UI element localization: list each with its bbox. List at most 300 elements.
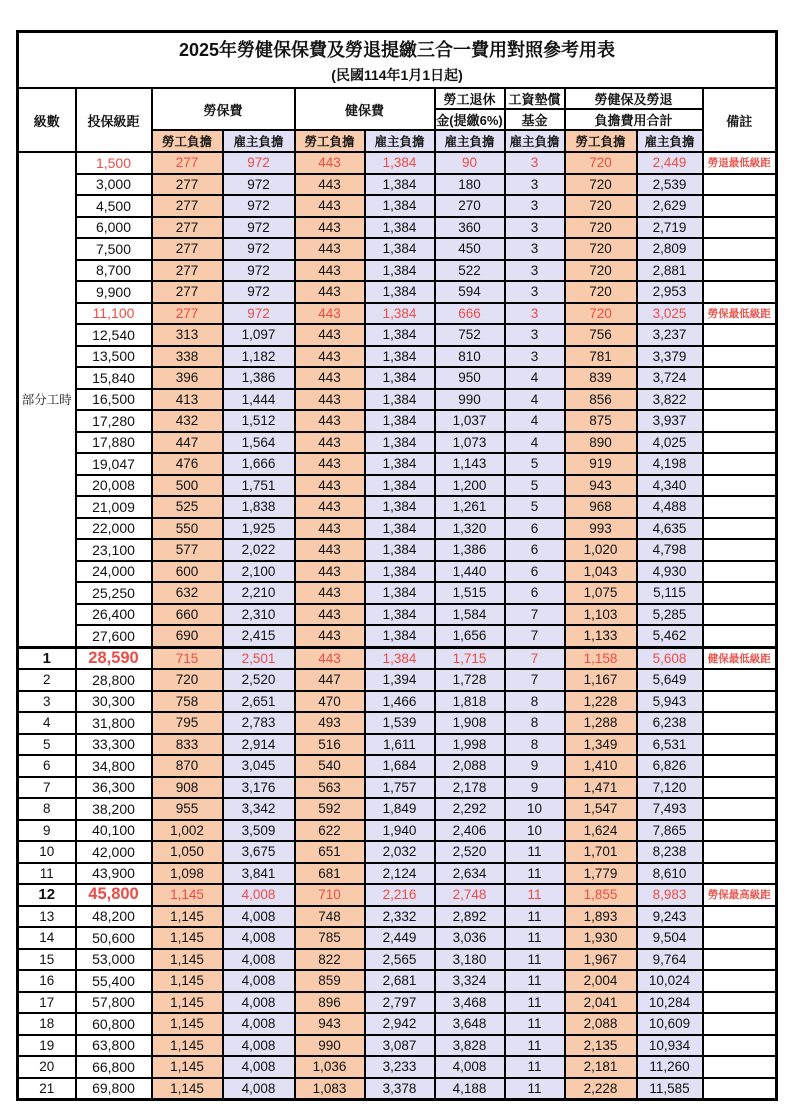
total-employer-cell: 4,635 (637, 518, 703, 540)
health-insurance-employer-cell: 1,849 (365, 798, 435, 820)
table-row (18, 1056, 777, 1078)
labor-insurance-employer-cell: 972 (223, 303, 295, 325)
bracket-cell: 69,800 (76, 1078, 152, 1100)
bracket-cell: 8,700 (76, 260, 152, 282)
total-employee-cell: 839 (565, 367, 637, 389)
pension-employer-cell: 2,892 (435, 906, 505, 928)
labor-insurance-employee-cell: 660 (152, 604, 223, 626)
pension-employer-cell: 2,406 (435, 820, 505, 842)
table-row (18, 949, 777, 971)
bracket-cell: 3,000 (76, 174, 152, 196)
labor-insurance-employee-cell: 758 (152, 691, 223, 713)
labor-insurance-employer-cell: 4,008 (223, 1013, 295, 1035)
bracket-cell: 43,900 (76, 863, 152, 885)
pension-employer-cell: 1,998 (435, 734, 505, 756)
bracket-cell: 25,250 (76, 582, 152, 604)
labor-insurance-employee-cell: 277 (152, 174, 223, 196)
total-employer-cell: 9,764 (637, 949, 703, 971)
table-row (18, 195, 777, 217)
health-insurance-employee-cell: 443 (295, 260, 365, 282)
note-cell (703, 324, 777, 346)
bracket-cell: 12,540 (76, 324, 152, 346)
table-row (18, 604, 777, 626)
total-employee-cell: 2,041 (565, 992, 637, 1014)
level-cell: 6 (18, 755, 76, 777)
table-row (18, 777, 777, 799)
col-header-wage-fund-employer: 雇主負擔 (505, 130, 565, 152)
health-insurance-employee-cell: 493 (295, 712, 365, 734)
labor-insurance-employee-cell: 690 (152, 625, 223, 647)
bracket-cell: 23,100 (76, 539, 152, 561)
bracket-cell: 16,500 (76, 389, 152, 411)
bracket-cell: 1,500 (76, 152, 152, 174)
total-employer-cell: 10,284 (637, 992, 703, 1014)
level-cell: 11 (18, 863, 76, 885)
total-employee-cell: 720 (565, 152, 637, 174)
health-insurance-employee-cell: 1,036 (295, 1056, 365, 1078)
note-cell (703, 949, 777, 971)
level-cell: 16 (18, 970, 76, 992)
wage-fund-employer-cell: 5 (505, 496, 565, 518)
pension-employer-cell: 1,908 (435, 712, 505, 734)
total-employer-cell: 3,937 (637, 410, 703, 432)
labor-insurance-employer-cell: 1,751 (223, 475, 295, 497)
health-insurance-employer-cell: 1,384 (365, 604, 435, 626)
pension-employer-cell: 180 (435, 174, 505, 196)
total-employee-cell: 890 (565, 432, 637, 454)
wage-fund-employer-cell: 6 (505, 518, 565, 540)
wage-fund-employer-cell: 3 (505, 324, 565, 346)
col-header-wage-fund-line2: 基金 (505, 109, 565, 130)
total-employer-cell: 3,025 (637, 303, 703, 325)
total-employer-cell: 6,826 (637, 755, 703, 777)
total-employee-cell: 1,893 (565, 906, 637, 928)
wage-fund-employer-cell: 4 (505, 389, 565, 411)
note-cell (703, 410, 777, 432)
note-cell (703, 863, 777, 885)
wage-fund-employer-cell: 11 (505, 1078, 565, 1100)
wage-fund-employer-cell: 11 (505, 949, 565, 971)
total-employee-cell: 2,181 (565, 1056, 637, 1078)
note-cell: 勞保最低級距 (703, 303, 777, 325)
wage-fund-employer-cell: 6 (505, 561, 565, 583)
level-cell: 2 (18, 669, 76, 691)
health-insurance-employer-cell: 2,332 (365, 906, 435, 928)
labor-insurance-employee-cell: 1,145 (152, 1035, 223, 1057)
labor-insurance-employee-cell: 1,145 (152, 927, 223, 949)
health-insurance-employee-cell: 516 (295, 734, 365, 756)
labor-insurance-employer-cell: 1,444 (223, 389, 295, 411)
labor-insurance-employee-cell: 600 (152, 561, 223, 583)
labor-insurance-employee-cell: 908 (152, 777, 223, 799)
labor-insurance-employee-cell: 870 (152, 755, 223, 777)
labor-insurance-employee-cell: 1,145 (152, 906, 223, 928)
labor-insurance-employer-cell: 2,520 (223, 669, 295, 691)
health-insurance-employer-cell: 1,384 (365, 410, 435, 432)
labor-insurance-employer-cell: 4,008 (223, 970, 295, 992)
wage-fund-employer-cell: 10 (505, 798, 565, 820)
wage-fund-employer-cell: 11 (505, 863, 565, 885)
wage-fund-employer-cell: 4 (505, 432, 565, 454)
pension-employer-cell: 3,180 (435, 949, 505, 971)
labor-insurance-employer-cell: 972 (223, 152, 295, 174)
pension-employer-cell: 522 (435, 260, 505, 282)
note-cell (703, 238, 777, 260)
table-row (18, 475, 777, 497)
health-insurance-employer-cell: 1,757 (365, 777, 435, 799)
note-cell (703, 561, 777, 583)
wage-fund-employer-cell: 10 (505, 820, 565, 842)
level-cell: 7 (18, 777, 76, 799)
total-employee-cell: 720 (565, 174, 637, 196)
level-cell: 18 (18, 1013, 76, 1035)
labor-insurance-employer-cell: 4,008 (223, 992, 295, 1014)
labor-insurance-employer-cell: 3,342 (223, 798, 295, 820)
wage-fund-employer-cell: 11 (505, 927, 565, 949)
total-employee-cell: 720 (565, 195, 637, 217)
labor-insurance-employee-cell: 277 (152, 195, 223, 217)
health-insurance-employee-cell: 785 (295, 927, 365, 949)
health-insurance-employer-cell: 1,384 (365, 389, 435, 411)
health-insurance-employer-cell: 1,384 (365, 582, 435, 604)
note-cell (703, 669, 777, 691)
bracket-cell: 48,200 (76, 906, 152, 928)
total-employer-cell: 2,809 (637, 238, 703, 260)
pension-employer-cell: 3,324 (435, 970, 505, 992)
bracket-cell: 28,800 (76, 669, 152, 691)
note-cell (703, 539, 777, 561)
level-cell: 17 (18, 992, 76, 1014)
labor-insurance-employer-cell: 3,841 (223, 863, 295, 885)
total-employer-cell: 4,025 (637, 432, 703, 454)
table-row (18, 346, 777, 368)
bracket-cell: 36,300 (76, 777, 152, 799)
note-cell (703, 582, 777, 604)
table-row (18, 927, 777, 949)
total-employee-cell: 1,547 (565, 798, 637, 820)
labor-insurance-employer-cell: 2,783 (223, 712, 295, 734)
note-cell (703, 1013, 777, 1035)
table-row (18, 970, 777, 992)
pension-employer-cell: 450 (435, 238, 505, 260)
note-cell (703, 432, 777, 454)
pension-employer-cell: 360 (435, 217, 505, 239)
table-row (18, 217, 777, 239)
header-row-1 (18, 88, 777, 109)
labor-insurance-employer-cell: 972 (223, 195, 295, 217)
pension-employer-cell: 950 (435, 367, 505, 389)
bracket-cell: 63,800 (76, 1035, 152, 1057)
level-cell: 4 (18, 712, 76, 734)
pension-employer-cell: 1,818 (435, 691, 505, 713)
pension-employer-cell: 4,008 (435, 1056, 505, 1078)
labor-insurance-employer-cell: 4,008 (223, 1035, 295, 1057)
total-employer-cell: 10,024 (637, 970, 703, 992)
bracket-cell: 17,280 (76, 410, 152, 432)
total-employer-cell: 2,539 (637, 174, 703, 196)
total-employer-cell: 7,493 (637, 798, 703, 820)
total-employer-cell: 8,983 (637, 884, 703, 906)
health-insurance-employee-cell: 470 (295, 691, 365, 713)
total-employee-cell: 1,410 (565, 755, 637, 777)
labor-insurance-employer-cell: 3,675 (223, 841, 295, 863)
note-cell: 健保最低級距 (703, 647, 777, 669)
table-row (18, 260, 777, 282)
total-employee-cell: 1,701 (565, 841, 637, 863)
total-employee-cell: 2,088 (565, 1013, 637, 1035)
table-row (18, 625, 777, 647)
note-cell (703, 389, 777, 411)
note-cell (703, 281, 777, 303)
table-row (18, 906, 777, 928)
labor-insurance-employee-cell: 432 (152, 410, 223, 432)
total-employer-cell: 8,238 (637, 841, 703, 863)
health-insurance-employee-cell: 540 (295, 755, 365, 777)
pension-employer-cell: 666 (435, 303, 505, 325)
health-insurance-employee-cell: 443 (295, 625, 365, 647)
table-row (18, 1035, 777, 1057)
bracket-cell: 9,900 (76, 281, 152, 303)
total-employee-cell: 756 (565, 324, 637, 346)
wage-fund-employer-cell: 6 (505, 539, 565, 561)
labor-insurance-employee-cell: 632 (152, 582, 223, 604)
wage-fund-employer-cell: 11 (505, 906, 565, 928)
note-cell (703, 625, 777, 647)
wage-fund-employer-cell: 3 (505, 281, 565, 303)
col-header-total-employer: 雇主負擔 (637, 130, 703, 152)
level-cell: 14 (18, 927, 76, 949)
note-cell (703, 820, 777, 842)
bracket-cell: 20,008 (76, 475, 152, 497)
labor-insurance-employer-cell: 4,008 (223, 1056, 295, 1078)
total-employer-cell: 6,531 (637, 734, 703, 756)
bracket-cell: 21,009 (76, 496, 152, 518)
note-cell (703, 453, 777, 475)
bracket-cell: 28,590 (76, 647, 152, 669)
note-cell (703, 1078, 777, 1100)
pension-employer-cell: 1,715 (435, 647, 505, 669)
health-insurance-employee-cell: 710 (295, 884, 365, 906)
table-row (18, 367, 777, 389)
level-cell: 8 (18, 798, 76, 820)
bracket-cell: 50,600 (76, 927, 152, 949)
note-cell (703, 712, 777, 734)
labor-insurance-employer-cell: 2,651 (223, 691, 295, 713)
pension-employer-cell: 2,634 (435, 863, 505, 885)
health-insurance-employer-cell: 1,611 (365, 734, 435, 756)
total-employer-cell: 2,881 (637, 260, 703, 282)
page-title: 2025年勞健保保費及勞退提繳三合一費用對照參考用表 (179, 40, 616, 60)
health-insurance-employer-cell: 1,384 (365, 324, 435, 346)
note-cell (703, 260, 777, 282)
bracket-cell: 6,000 (76, 217, 152, 239)
wage-fund-employer-cell: 3 (505, 217, 565, 239)
health-insurance-employee-cell: 443 (295, 647, 365, 669)
labor-insurance-employer-cell: 2,210 (223, 582, 295, 604)
labor-insurance-employee-cell: 413 (152, 389, 223, 411)
labor-insurance-employer-cell: 1,666 (223, 453, 295, 475)
bracket-cell: 4,500 (76, 195, 152, 217)
health-insurance-employee-cell: 943 (295, 1013, 365, 1035)
health-insurance-employee-cell: 1,083 (295, 1078, 365, 1100)
wage-fund-employer-cell: 3 (505, 238, 565, 260)
title-block (18, 32, 777, 89)
health-insurance-employer-cell: 1,384 (365, 281, 435, 303)
wage-fund-employer-cell: 7 (505, 669, 565, 691)
health-insurance-employer-cell: 1,384 (365, 303, 435, 325)
labor-insurance-employer-cell: 4,008 (223, 884, 295, 906)
bracket-cell: 27,600 (76, 625, 152, 647)
bracket-cell: 19,047 (76, 453, 152, 475)
labor-insurance-employee-cell: 1,050 (152, 841, 223, 863)
pension-employer-cell: 1,728 (435, 669, 505, 691)
total-employee-cell: 1,158 (565, 647, 637, 669)
health-insurance-employer-cell: 1,384 (365, 174, 435, 196)
level-cell: 3 (18, 691, 76, 713)
wage-fund-employer-cell: 7 (505, 625, 565, 647)
health-insurance-employee-cell: 443 (295, 152, 365, 174)
health-insurance-employee-cell: 443 (295, 238, 365, 260)
labor-insurance-employer-cell: 2,100 (223, 561, 295, 583)
health-insurance-employer-cell: 1,384 (365, 518, 435, 540)
health-insurance-employee-cell: 443 (295, 604, 365, 626)
total-employer-cell: 4,930 (637, 561, 703, 583)
wage-fund-employer-cell: 11 (505, 884, 565, 906)
labor-insurance-employee-cell: 447 (152, 432, 223, 454)
total-employer-cell: 2,449 (637, 152, 703, 174)
pension-employer-cell: 3,468 (435, 992, 505, 1014)
total-employer-cell: 9,504 (637, 927, 703, 949)
total-employee-cell: 875 (565, 410, 637, 432)
total-employer-cell: 6,238 (637, 712, 703, 734)
note-cell (703, 970, 777, 992)
wage-fund-employer-cell: 5 (505, 475, 565, 497)
total-employee-cell: 720 (565, 217, 637, 239)
bracket-cell: 22,000 (76, 518, 152, 540)
total-employer-cell: 9,243 (637, 906, 703, 928)
level-cell: 5 (18, 734, 76, 756)
note-cell (703, 992, 777, 1014)
wage-fund-employer-cell: 8 (505, 734, 565, 756)
health-insurance-employee-cell: 859 (295, 970, 365, 992)
total-employee-cell: 919 (565, 453, 637, 475)
health-insurance-employee-cell: 443 (295, 367, 365, 389)
col-header-pension-employer: 雇主負擔 (435, 130, 505, 152)
table-row (18, 863, 777, 885)
total-employee-cell: 2,228 (565, 1078, 637, 1100)
labor-insurance-employer-cell: 972 (223, 217, 295, 239)
wage-fund-employer-cell: 6 (505, 582, 565, 604)
health-insurance-employer-cell: 1,466 (365, 691, 435, 713)
wage-fund-employer-cell: 4 (505, 367, 565, 389)
labor-insurance-employer-cell: 972 (223, 238, 295, 260)
labor-insurance-employee-cell: 1,145 (152, 949, 223, 971)
total-employer-cell: 5,608 (637, 647, 703, 669)
pension-employer-cell: 90 (435, 152, 505, 174)
pension-employer-cell: 3,648 (435, 1013, 505, 1035)
col-header-bracket: 投保級距 (76, 88, 152, 152)
level-cell: 21 (18, 1078, 76, 1100)
health-insurance-employer-cell: 1,384 (365, 152, 435, 174)
wage-fund-employer-cell: 3 (505, 195, 565, 217)
total-employer-cell: 11,585 (637, 1078, 703, 1100)
labor-insurance-employee-cell: 338 (152, 346, 223, 368)
table-row (18, 389, 777, 411)
col-header-hi-employer: 雇主負擔 (365, 130, 435, 152)
wage-fund-employer-cell: 11 (505, 841, 565, 863)
total-employer-cell: 3,237 (637, 324, 703, 346)
health-insurance-employer-cell: 1,384 (365, 475, 435, 497)
pension-employer-cell: 1,656 (435, 625, 505, 647)
bracket-cell: 40,100 (76, 820, 152, 842)
health-insurance-employee-cell: 443 (295, 432, 365, 454)
table-row (18, 561, 777, 583)
wage-fund-employer-cell: 9 (505, 755, 565, 777)
table-row (18, 238, 777, 260)
total-employee-cell: 1,855 (565, 884, 637, 906)
note-cell (703, 346, 777, 368)
labor-insurance-employer-cell: 2,415 (223, 625, 295, 647)
health-insurance-employer-cell: 1,384 (365, 647, 435, 669)
table-row (18, 798, 777, 820)
table-row (18, 734, 777, 756)
health-insurance-employee-cell: 443 (295, 475, 365, 497)
health-insurance-employer-cell: 1,384 (365, 195, 435, 217)
labor-insurance-employer-cell: 1,512 (223, 410, 295, 432)
table-row (18, 647, 777, 669)
table-row (18, 453, 777, 475)
total-employee-cell: 1,167 (565, 669, 637, 691)
health-insurance-employee-cell: 748 (295, 906, 365, 928)
labor-insurance-employer-cell: 4,008 (223, 906, 295, 928)
table-row (18, 582, 777, 604)
note-cell (703, 518, 777, 540)
health-insurance-employer-cell: 1,940 (365, 820, 435, 842)
wage-fund-employer-cell: 4 (505, 410, 565, 432)
col-header-labor-insurance: 勞保費 (152, 88, 295, 130)
health-insurance-employee-cell: 651 (295, 841, 365, 863)
total-employer-cell: 4,198 (637, 453, 703, 475)
level-cell: 10 (18, 841, 76, 863)
bracket-cell: 26,400 (76, 604, 152, 626)
total-employee-cell: 2,135 (565, 1035, 637, 1057)
pension-employer-cell: 3,828 (435, 1035, 505, 1057)
note-cell (703, 734, 777, 756)
table-row (18, 518, 777, 540)
health-insurance-employee-cell: 622 (295, 820, 365, 842)
health-insurance-employee-cell: 443 (295, 582, 365, 604)
bracket-cell: 45,800 (76, 884, 152, 906)
total-employee-cell: 1,043 (565, 561, 637, 583)
col-header-total-line1: 勞健保及勞退 (565, 88, 703, 109)
total-employee-cell: 1,624 (565, 820, 637, 842)
table-body (18, 152, 777, 1100)
health-insurance-employer-cell: 1,384 (365, 367, 435, 389)
table-row (18, 410, 777, 432)
health-insurance-employer-cell: 3,087 (365, 1035, 435, 1057)
total-employer-cell: 5,943 (637, 691, 703, 713)
labor-insurance-employer-cell: 3,176 (223, 777, 295, 799)
health-insurance-employee-cell: 681 (295, 863, 365, 885)
level-cell: 12 (18, 884, 76, 906)
table-row (18, 820, 777, 842)
pension-employer-cell: 1,584 (435, 604, 505, 626)
bracket-cell: 31,800 (76, 712, 152, 734)
labor-insurance-employee-cell: 1,145 (152, 1013, 223, 1035)
labor-insurance-employer-cell: 1,386 (223, 367, 295, 389)
health-insurance-employee-cell: 990 (295, 1035, 365, 1057)
labor-insurance-employer-cell: 972 (223, 174, 295, 196)
